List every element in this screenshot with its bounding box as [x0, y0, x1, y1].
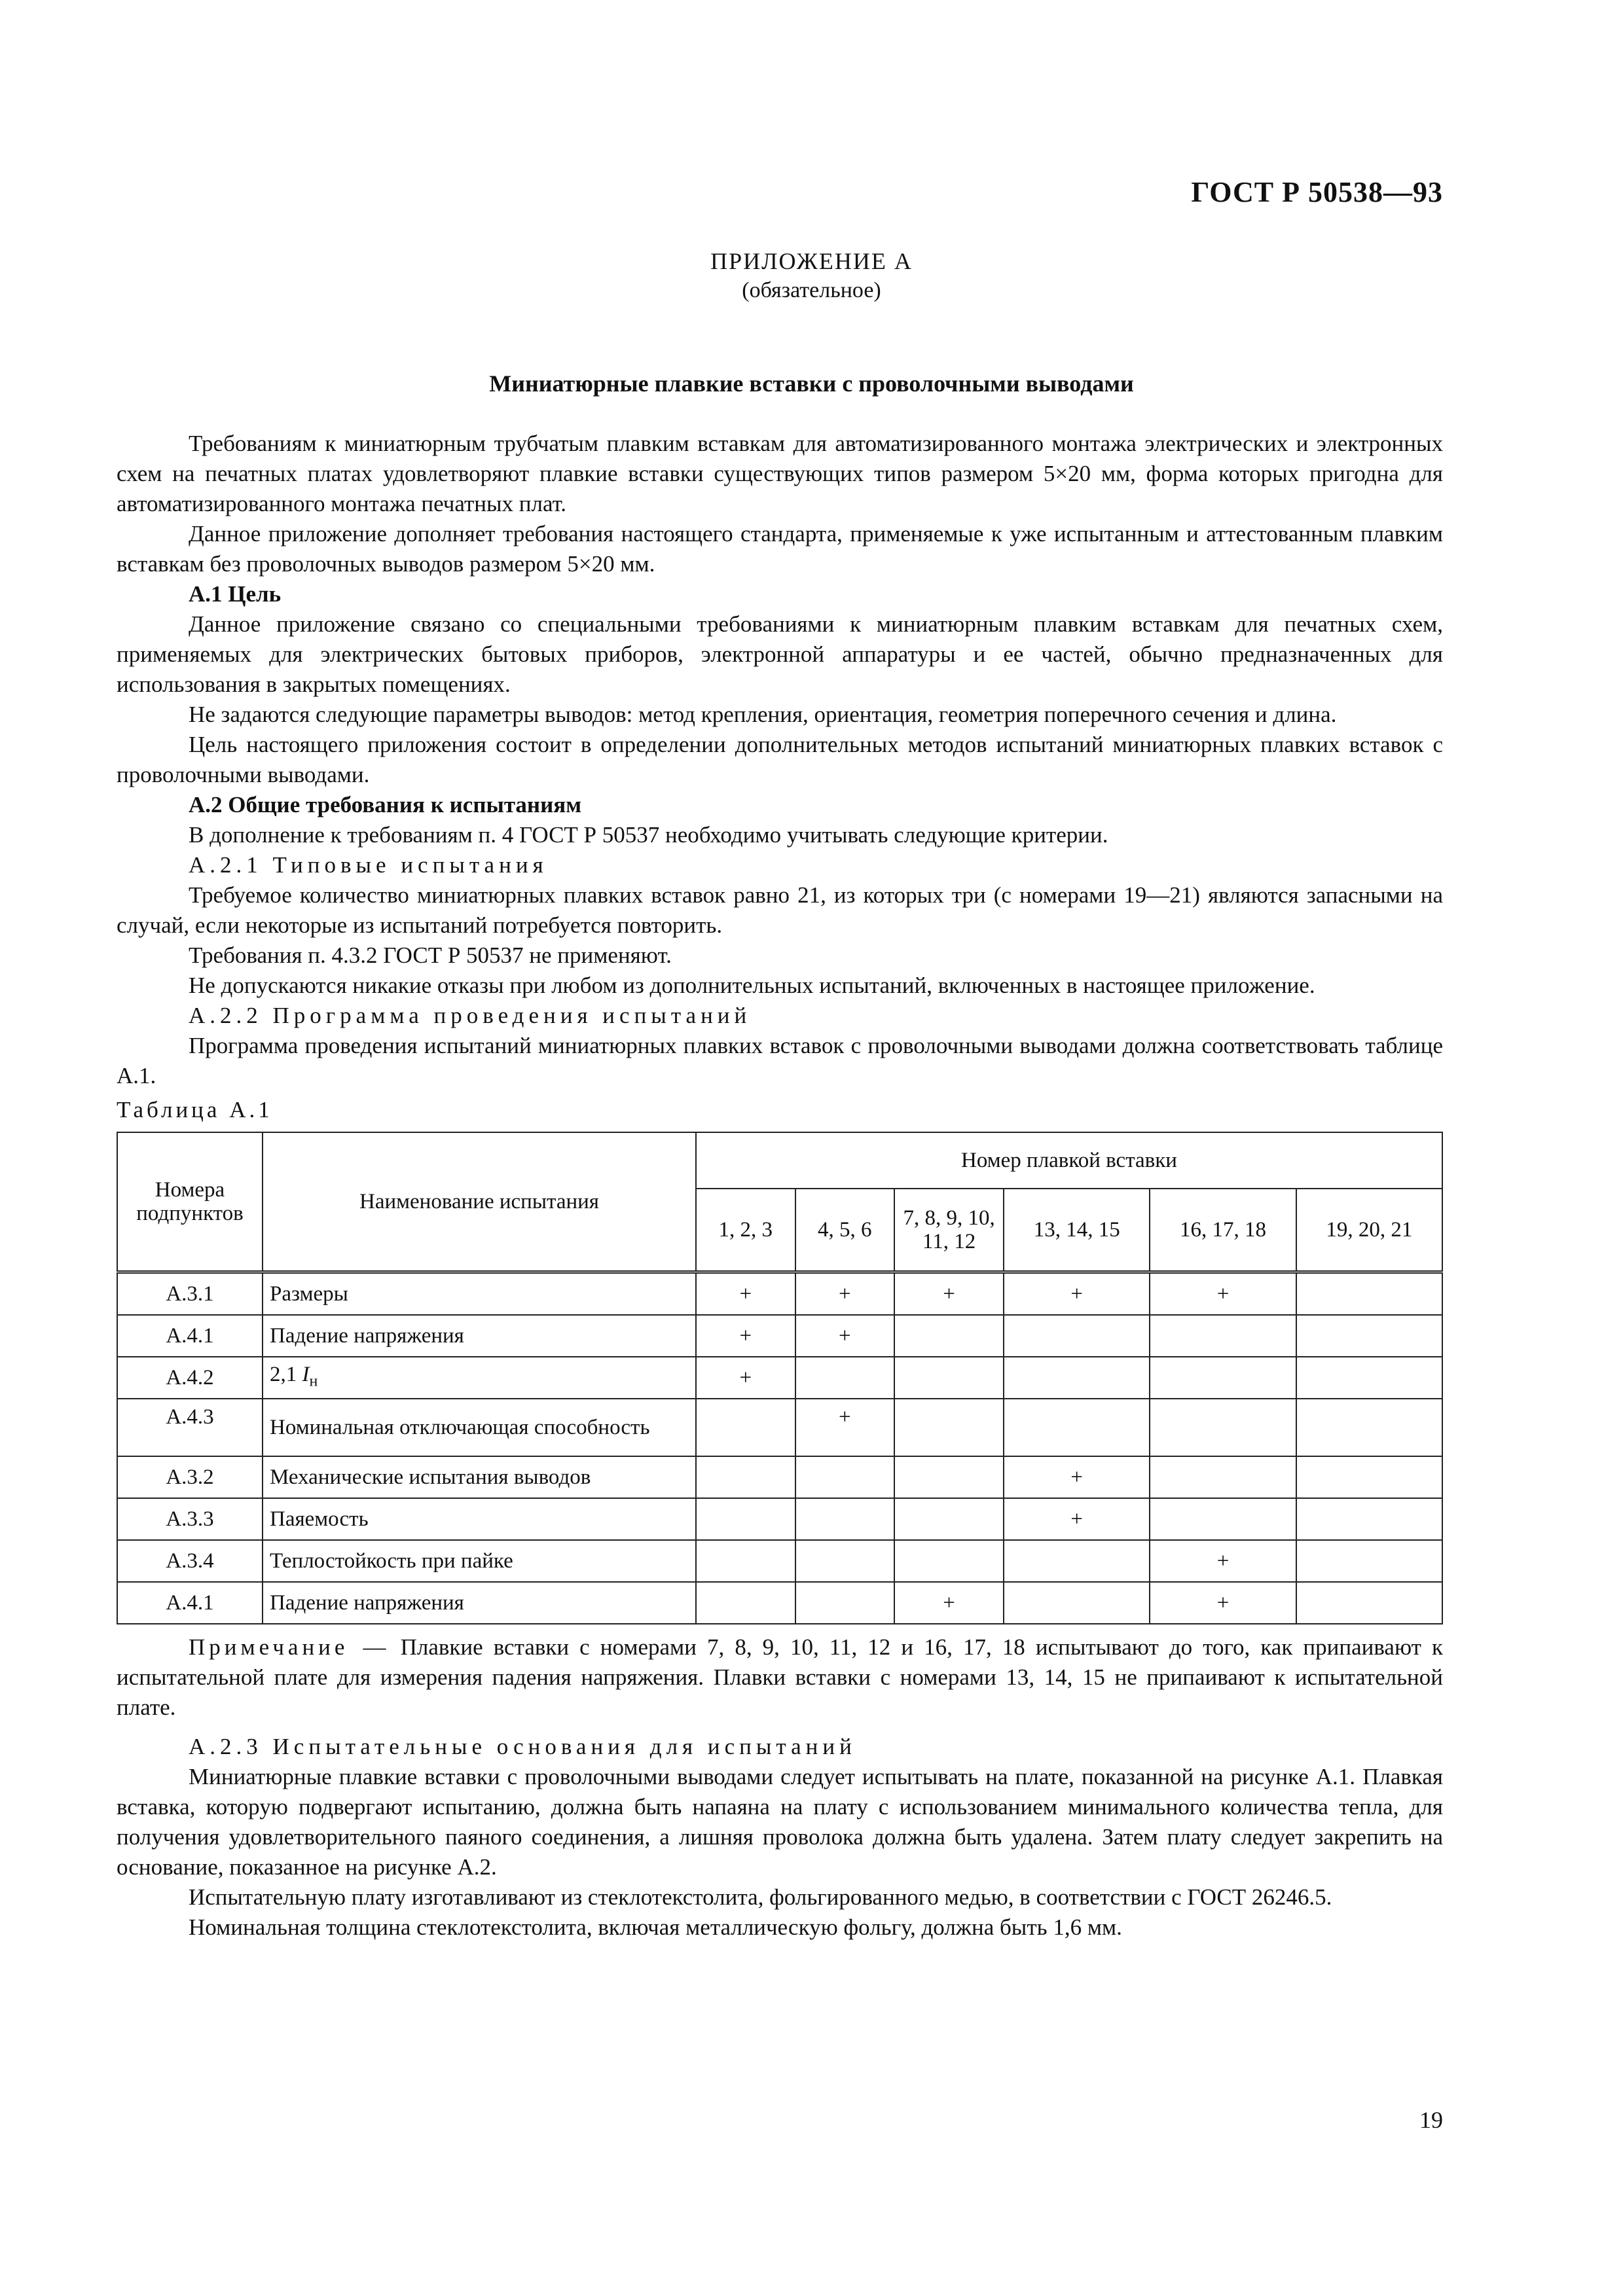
cell-mark: [795, 1498, 895, 1540]
standard-number: ГОСТ Р 50538—93: [1191, 176, 1443, 208]
cell-mark: [1004, 1357, 1150, 1399]
note-text: Плавкие вставки с номерами 7, 8, 9, 10, 11, 12 и 16, 17, 18 испытывают до того, как припаивают к испытательной плате для измерения падения напряжения. Плавки вставки с номерами 13, 14, 15 не припаивают к испытательной плате.: [117, 1634, 1444, 1720]
paragraph: Данное приложение связано со специальными требованиями к миниатюрным плавким вставкам для печатных схем, применяемых для электрических бытовых приборов, электронной аппаратуры и ее частей, обычно предназначенных для использования в закрытых помещениях.: [117, 611, 1443, 697]
page-number: 19: [1419, 2107, 1443, 2133]
paragraph: Не допускаются никакие отказы при любом из дополнительных испытаний, включенных в настоящее приложение.: [189, 973, 1315, 998]
cell-mark: +: [795, 1399, 895, 1456]
col-header-group: 16, 17, 18: [1150, 1189, 1296, 1272]
cell-mark: +: [696, 1272, 795, 1316]
cell-mark: +: [1150, 1272, 1296, 1316]
cell-subclause: А.4.2: [117, 1357, 263, 1399]
paragraph: Номинальная толщина стеклотекстолита, включая металлическую фольгу, должна быть 1,6 мм.: [189, 1914, 1122, 1940]
cell-mark: [795, 1357, 895, 1399]
cell-mark: [1296, 1498, 1442, 1540]
cell-mark: [1150, 1498, 1296, 1540]
paragraph: Данное приложение дополняет требования настоящего стандарта, применяемые к уже испытанным и аттестованным плавким вставкам без проволочных выводов размером 5×20 мм.: [117, 521, 1443, 577]
cell-mark: +: [1004, 1272, 1150, 1316]
paragraph: Не задаются следующие параметры выводов: метод крепления, ориентация, геометрия поперечного сечения и длина.: [189, 702, 1337, 727]
document-body: [117, 429, 1443, 1943]
cell-mark: [1004, 1399, 1150, 1456]
cell-mark: +: [1004, 1498, 1150, 1540]
cell-test-name: Номинальная отключающая способность: [263, 1399, 696, 1456]
cell-mark: [1004, 1582, 1150, 1624]
col-header-group: 19, 20, 21: [1296, 1189, 1442, 1272]
col-header-group: 13, 14, 15: [1004, 1189, 1150, 1272]
appendix-status: (обязательное): [742, 278, 881, 302]
table-row: [117, 1315, 1442, 1357]
cell-mark: +: [696, 1357, 795, 1399]
paragraph: Требованиям к миниатюрным трубчатым плавким вставкам для автоматизированного монтажа электрических и электронных схем на печатных платах удовлетворяют плавкие вставки существующих типов размером 5×20 мм, форма которых пригодна для автоматизированного монтажа печатных плат.: [117, 431, 1443, 516]
col-header-group: 7, 8, 9, 10, 11, 12: [894, 1189, 1004, 1272]
table-note: [117, 1632, 1443, 1723]
paragraph: Миниатюрные плавкие вставки с проволочными выводами следует испытывать на плате, показанной на рисунке А.1. Плавкая вставка, которую подвергают испытанию, должна быть напаяна на плату с использованием минимального количества тепла, для получения удовлетворительного паяного соединения, а лишняя проволока должна быть удалена. Затем плату следует закрепить на основание, показанное на рисунке А.2.: [117, 1764, 1443, 1880]
cell-mark: [894, 1498, 1004, 1540]
cell-subclause: А.4.3: [117, 1399, 263, 1456]
cell-mark: [1296, 1399, 1442, 1456]
section-title-a2: А.2 Общие требования к испытаниям: [189, 792, 582, 817]
cell-mark: [1150, 1399, 1296, 1456]
cell-mark: [1296, 1357, 1442, 1399]
cell-mark: +: [1150, 1540, 1296, 1582]
cell-mark: [696, 1540, 795, 1582]
cell-mark: [795, 1582, 895, 1624]
cell-subclause: А.3.3: [117, 1498, 263, 1540]
cell-mark: [1296, 1582, 1442, 1624]
test-program-table: [117, 1132, 1443, 1624]
cell-mark: +: [795, 1315, 895, 1357]
appendix-title: ПРИЛОЖЕНИЕ А: [710, 248, 913, 274]
paragraph: Испытательную плату изготавливают из стеклотекстолита, фольгированного медью, в соответствии с ГОСТ 26246.5.: [189, 1884, 1332, 1910]
cell-mark: [894, 1399, 1004, 1456]
cell-mark: [1004, 1315, 1150, 1357]
cell-test-name: Размеры: [263, 1272, 696, 1316]
section-title-a23: А.2.3 Испытательные основания для испытаний: [189, 1734, 856, 1759]
current-symbol: I: [302, 1362, 310, 1386]
cell-mark: [894, 1315, 1004, 1357]
paragraph: Цель настоящего приложения состоит в определении дополнительных методов испытаний миниатюрных плавких вставок с проволочными выводами.: [117, 732, 1443, 787]
cell-subclause: А.3.4: [117, 1540, 263, 1582]
cell-subclause: А.4.1: [117, 1315, 263, 1357]
table-row: [117, 1272, 1442, 1316]
cell-mark: [1150, 1357, 1296, 1399]
cell-mark: +: [795, 1272, 895, 1316]
cell-test-name: Механические испытания выводов: [263, 1456, 696, 1498]
cell-mark: [795, 1540, 895, 1582]
cell-mark: [795, 1456, 895, 1498]
table-caption: Таблица А.1: [117, 1097, 273, 1122]
cell-test-name: Падение напряжения: [263, 1582, 696, 1624]
cell-mark: [894, 1540, 1004, 1582]
appendix-heading: Миниатюрные плавкие вставки с проволочными выводами: [489, 370, 1134, 397]
cell-subclause: А.3.2: [117, 1456, 263, 1498]
cell-mark: +: [894, 1582, 1004, 1624]
table-row: [117, 1456, 1442, 1498]
cell-mark: [1150, 1456, 1296, 1498]
cell-mark: [1296, 1315, 1442, 1357]
cell-mark: [1296, 1272, 1442, 1316]
cell-mark: [696, 1399, 795, 1456]
cell-test-name: Паяемость: [263, 1498, 696, 1540]
cell-mark: [1004, 1540, 1150, 1582]
cell-test-name: Падение напряжения: [263, 1315, 696, 1357]
current-subscript: н: [309, 1372, 318, 1390]
cell-mark: +: [894, 1272, 1004, 1316]
note-label: Примечание —: [189, 1634, 390, 1660]
paragraph: Требуемое количество миниатюрных плавких вставок равно 21, из которых три (с номерами 19—21) являются запасными на случай, если некоторые из испытаний потребуется повторить.: [117, 882, 1443, 938]
section-title-a1: А.1 Цель: [189, 581, 282, 607]
cell-subclause: А.4.1: [117, 1582, 263, 1624]
paragraph: Программа проведения испытаний миниатюрных плавких вставок с проволочными выводами должна соответствовать таблице А.1.: [117, 1033, 1443, 1088]
section-title-a21: А.2.1 Типовые испытания: [189, 852, 548, 878]
table-row: [117, 1582, 1442, 1624]
section-title-a22: А.2.2 Программа проведения испытаний: [189, 1003, 752, 1028]
cell-test-name: [263, 1357, 696, 1399]
table-row: [117, 1357, 1442, 1399]
col-header-fuse-number: Номер плавкой вставки: [696, 1132, 1442, 1189]
col-header-group: 4, 5, 6: [795, 1189, 895, 1272]
cell-mark: [894, 1357, 1004, 1399]
cell-mark: [696, 1456, 795, 1498]
table-row: [117, 1498, 1442, 1540]
table-row: [117, 1540, 1442, 1582]
cell-mark: [1296, 1540, 1442, 1582]
cell-mark: +: [1150, 1582, 1296, 1624]
cell-mark: [1296, 1456, 1442, 1498]
paragraph: Требования п. 4.3.2 ГОСТ Р 50537 не применяют.: [189, 942, 672, 968]
cell-mark: [894, 1456, 1004, 1498]
cell-mark: [696, 1498, 795, 1540]
cell-mark: [696, 1582, 795, 1624]
cell-test-name-text: 2,1: [270, 1362, 302, 1386]
col-header-subclause: Номера подпунктов: [117, 1132, 263, 1272]
cell-subclause: А.3.1: [117, 1272, 263, 1316]
cell-mark: [1150, 1315, 1296, 1357]
col-header-test-name: Наименование испытания: [263, 1132, 696, 1272]
cell-test-name: Теплостойкость при пайке: [263, 1540, 696, 1582]
cell-mark: +: [1004, 1456, 1150, 1498]
table-row: [117, 1399, 1442, 1456]
cell-mark: +: [696, 1315, 795, 1357]
col-header-group: 1, 2, 3: [696, 1189, 795, 1272]
paragraph: В дополнение к требованиям п. 4 ГОСТ Р 50537 необходимо учитывать следующие критерии.: [189, 822, 1108, 848]
